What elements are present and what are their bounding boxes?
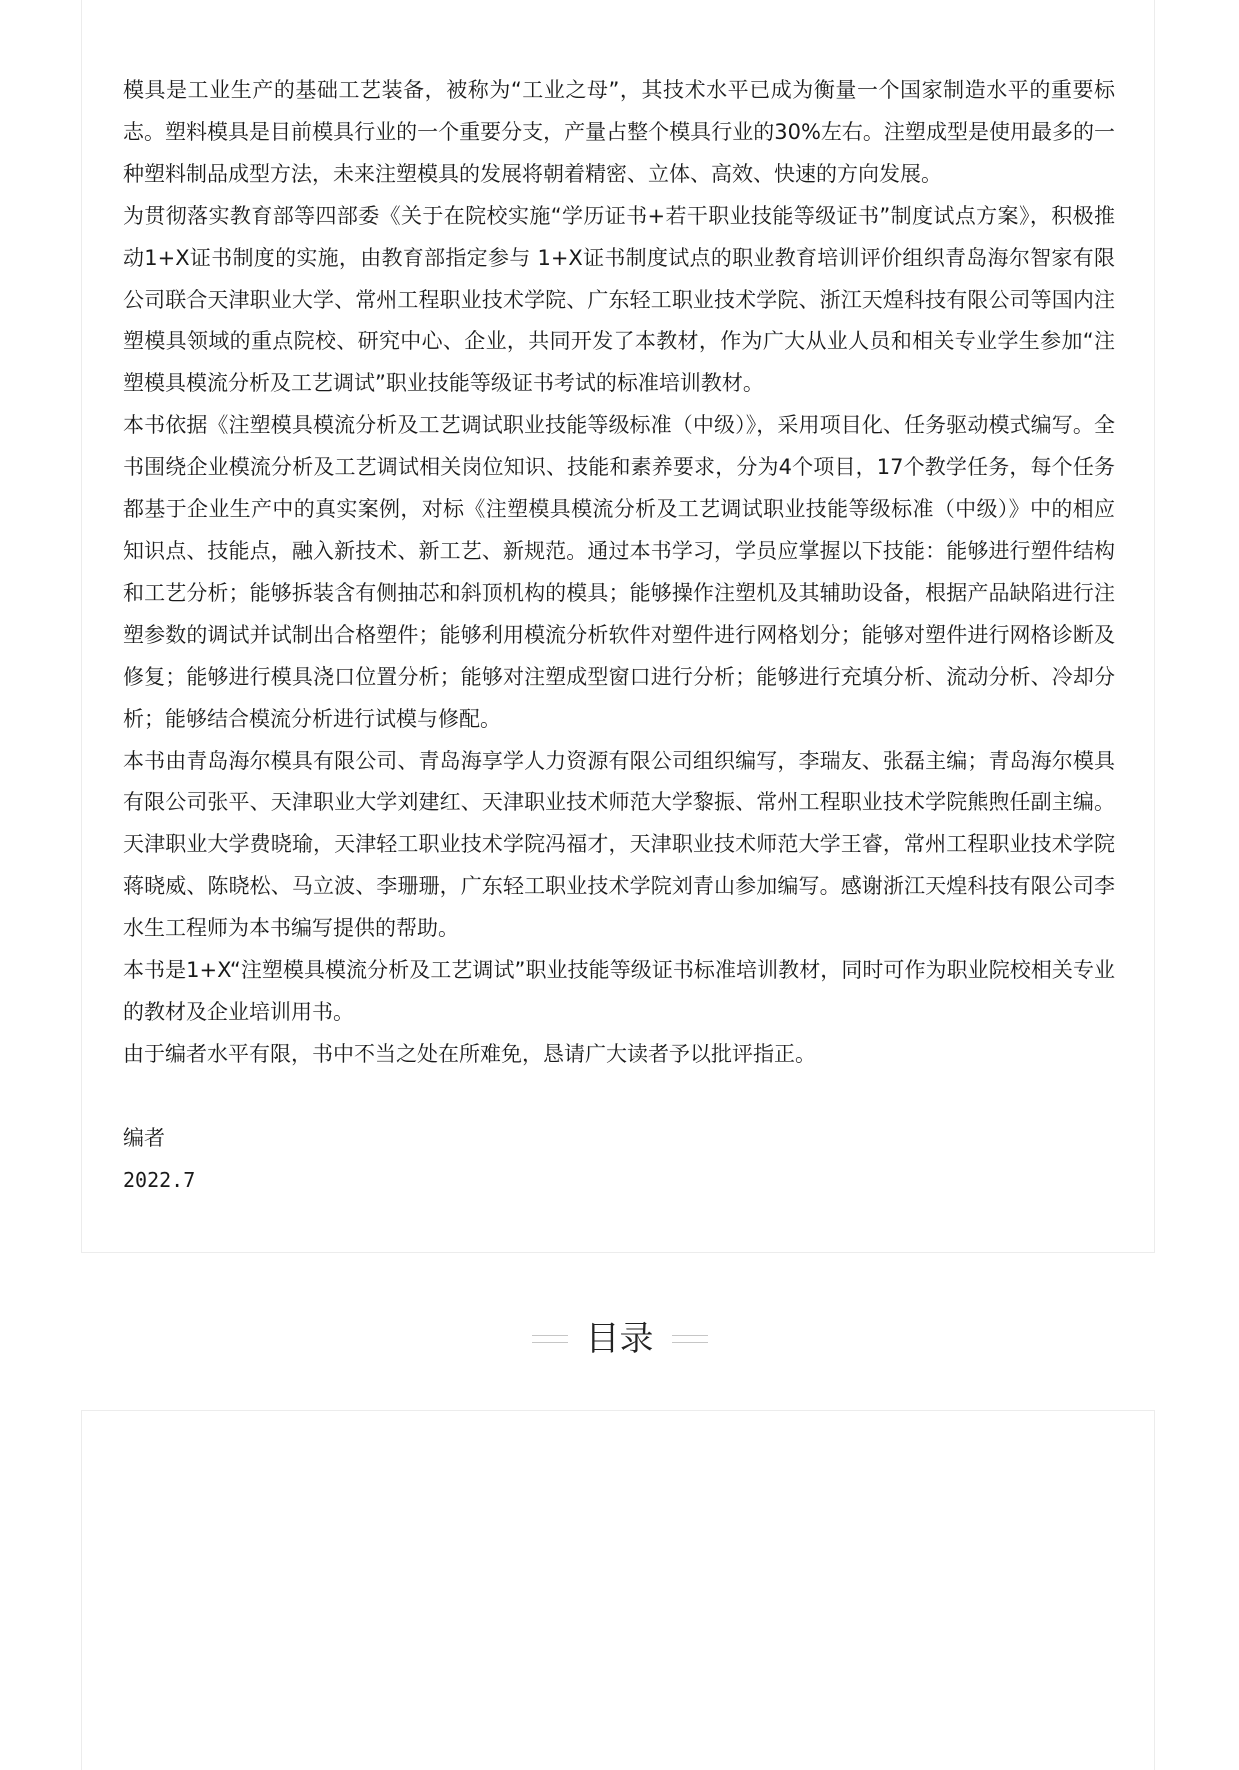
toc-card: [81, 1410, 1155, 1770]
preface-date: 2022.7: [123, 1167, 196, 1192]
preface-body: [123, 70, 1115, 1202]
preface-paragraph-6: 由于编者水平有限，书中不当之处在所难免，恳请广大读者予以批评指正。: [123, 1041, 816, 1066]
preface-paragraph-3: 本书依据《注塑模具模流分析及工艺调试职业技能等级标准（中级）》，采用项目化、任务驱动模式编写。全书围绕企业模流分析及工艺调试相关岗位知识、技能和素养要求，分为4个项目，17个教学任务，每个任务都基于企业生产中的真实案例，对标《注塑模具模流分析及工艺调试职业技能等级标准（中级）》中的相应知识点、技能点，融入新技术、新工艺、新规范。通过本书学习，学员应掌握以下技能：能够进行塑件结构和工艺分析；能够拆装含有侧抽芯和斜顶机构的模具；能够操作注塑机及其辅助设备，根据产品缺陷进行注塑参数的调试并试制出合格塑件；能够利用模流分析软件对塑件进行网格划分；能够对塑件进行网格诊断及修复；能够进行模具浇口位置分析；能够对注塑成型窗口进行分析；能够进行充填分析、流动分析、冷却分析；能够结合模流分析进行试模与修配。: [123, 413, 1115, 731]
toc-title: 目录: [585, 1319, 654, 1359]
toc-heading-left-ornament: [532, 1335, 568, 1343]
preface-author: 编者: [123, 1125, 165, 1150]
preface-card: [81, 0, 1155, 1253]
preface-signoff: [123, 1118, 1115, 1202]
preface-paragraph-2: 为贯彻落实教育部等四部委《关于在院校实施“学历证书+若干职业技能等级证书”制度试点方案》，积极推动1+X证书制度的实施，由教育部指定参与 1+X证书制度试点的职业教育培训评价组织青岛海尔智家有限公司联合天津职业大学、常州工程职业技术学院、广东轻工职业技术学院、浙江天煌科技有限公司等国内注塑模具领域的重点院校、研究中心、企业，共同开发了本教材，作为广大从业人员和相关专业学生参加“注塑模具模流分析及工艺调试”职业技能等级证书考试的标准培训教材。: [123, 203, 1115, 396]
preface-paragraph-1: 模具是工业生产的基础工艺装备，被称为“工业之母”，其技术水平已成为衡量一个国家制造水平的重要标志。塑料模具是目前模具行业的一个重要分支，产量占整个模具行业的30%左右。注塑成型是使用最多的一种塑料制品成型方法，未来注塑模具的发展将朝着精密、立体、高效、快速的方向发展。: [123, 78, 1115, 186]
preface-paragraph-5: 本书是1+X“注塑模具模流分析及工艺调试”职业技能等级证书标准培训教材，同时可作为职业院校相关专业的教材及企业培训用书。: [123, 958, 1115, 1024]
toc-heading: [0, 1315, 1239, 1363]
toc-heading-right-ornament: [672, 1335, 708, 1343]
preface-paragraph-4: 本书由青岛海尔模具有限公司、青岛海享学人力资源有限公司组织编写，李瑞友、张磊主编；青岛海尔模具有限公司张平、天津职业大学刘建红、天津职业技术师范大学黎振、常州工程职业技术学院熊煦任副主编。天津职业大学费晓瑜，天津轻工职业技术学院冯福才，天津职业技术师范大学王睿，常州工程职业技术学院蒋晓威、陈晓松、马立波、李珊珊，广东轻工职业技术学院刘青山参加编写。感谢浙江天煌科技有限公司李水生工程师为本书编写提供的帮助。: [123, 748, 1115, 941]
